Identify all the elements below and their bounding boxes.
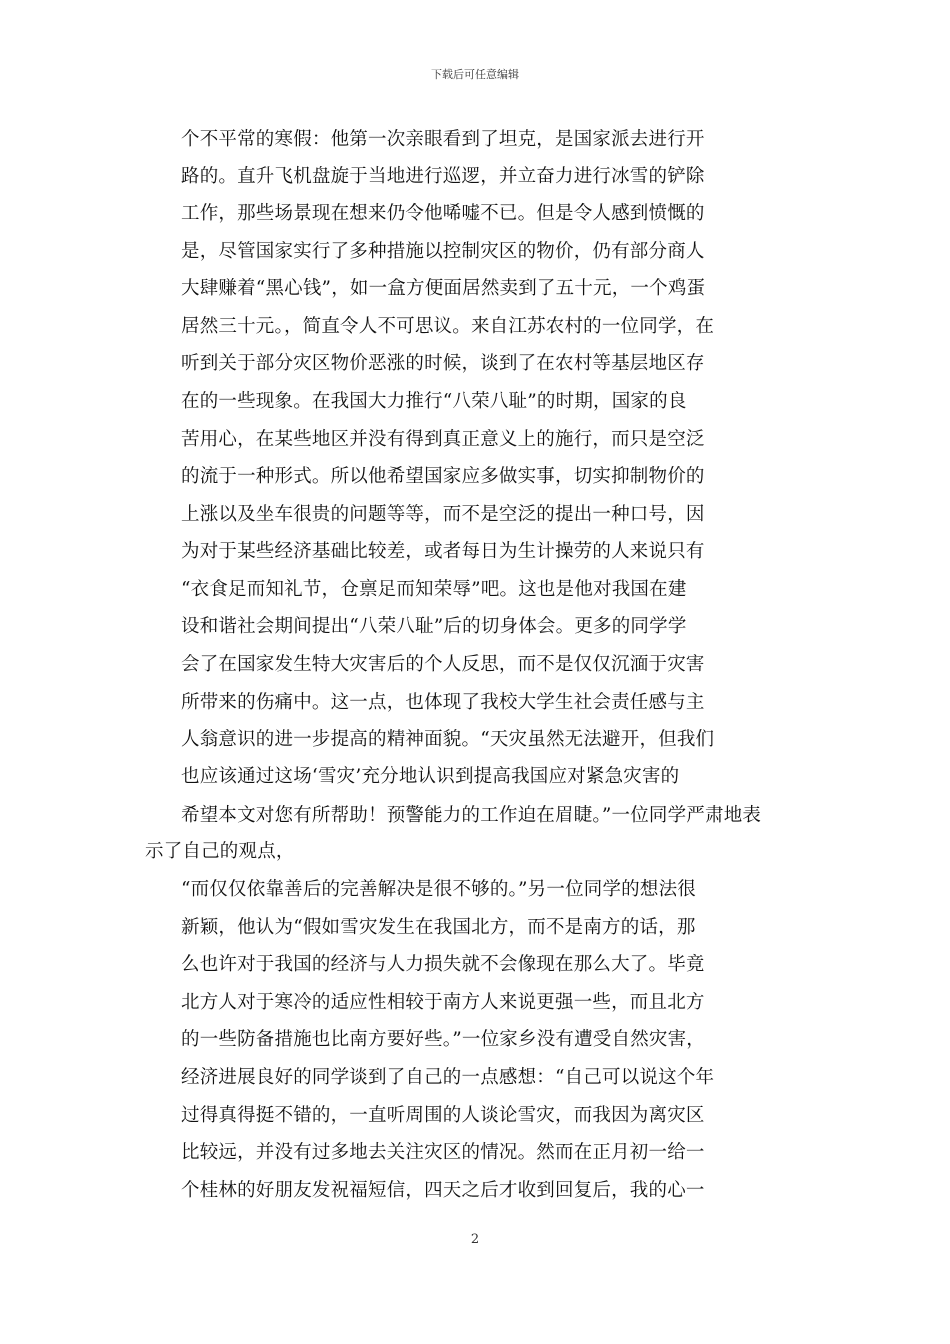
body-line: 示了自己的观点， [145, 841, 295, 862]
body-line: 也应该通过这场‘雪灾’充分地认识到提高我国应对紧急灾害的 [181, 766, 680, 787]
body-line: 北方人对于寒冷的适应性相较于南方人来说更强一些，而且北方 [181, 992, 705, 1013]
body-line: 希望本文对您有所帮助！预警能力的工作迫在眉睫。”一位同学严肃地表 [181, 805, 762, 826]
body-line: 的流于一种形式。所以他希望国家应多做实事，切实抑制物价的 [181, 466, 705, 487]
body-line: 上涨以及坐车很贵的问题等等，而不是空泛的提出一种口号，因 [181, 504, 705, 525]
body-line: 为对于某些经济基础比较差，或者每日为生计操劳的人来说只有 [181, 541, 705, 562]
body-line: 听到关于部分灾区物价恶涨的时候，谈到了在农村等基层地区存 [181, 353, 705, 374]
body-line: “衣食足而知礼节，仓禀足而知荣辱”吧。这也是他对我国在建 [181, 579, 687, 600]
body-line: 新颖，他认为“假如雪灾发生在我国北方，而不是南方的话，那 [181, 917, 696, 938]
body-line: 会了在国家发生特大灾害后的个人反思，而不是仅仅沉湎于灾害 [181, 654, 705, 675]
body-line: 个不平常的寒假：他第一次亲眼看到了坦克，是国家派去进行开 [181, 129, 705, 150]
body-line: 过得真得挺不错的，一直听周围的人谈论雪灾，而我因为离灾区 [181, 1105, 705, 1126]
body-line: 工作，那些场景现在想来仍令他唏嘘不已。但是令人感到愤慨的 [181, 203, 705, 224]
body-line: 人翁意识的进一步提高的精神面貌。“天灾虽然无法避开，但我们 [181, 729, 715, 750]
body-line: 所带来的伤痛中。这一点，也体现了我校大学生社会责任感与主 [181, 692, 705, 713]
body-line: “而仅仅依靠善后的完善解决是很不够的。”另一位同学的想法很 [181, 879, 696, 900]
body-line: 大肆赚着“黑心钱”，如一盒方便面居然卖到了五十元，一个鸡蛋 [181, 278, 706, 299]
body-line: 是，尽管国家实行了多种措施以控制灾区的物价，仍有部分商人 [181, 241, 705, 262]
body-line: 么也许对于我国的经济与人力损失就不会像现在那么大了。毕竟 [181, 954, 705, 975]
page-number: 2 [470, 1232, 480, 1247]
body-line: 路的。直升飞机盘旋于当地进行巡逻，并立奋力进行冰雪的铲除 [181, 166, 705, 187]
body-line: 经济进展良好的同学谈到了自己的一点感想：“自己可以说这个年 [181, 1067, 715, 1088]
body-line: 比较远，并没有过多地去关注灾区的情况。然而在正月初一给一 [181, 1142, 705, 1163]
body-line: 的一些防备措施也比南方要好些。”一位家乡没有遭受自然灾害， [181, 1029, 706, 1050]
body-line: 设和谐社会期间提出“八荣八耻”后的切身体会。更多的同学学 [181, 616, 687, 637]
body-line: 个桂林的好朋友发祝福短信，四天之后才收到回复后，我的心一 [181, 1180, 705, 1201]
body-line: 在的一些现象。在我国大力推行“八荣八耻”的时期，国家的良 [181, 391, 687, 412]
page-header: 下载后可任意编辑 [431, 68, 519, 81]
body-line: 居然三十元。，简直令人不可思议。来自江苏农村的一位同学，在 [181, 316, 715, 337]
body-line: 苦用心，在某些地区并没有得到真正意义上的施行，而只是空泛 [181, 429, 705, 450]
